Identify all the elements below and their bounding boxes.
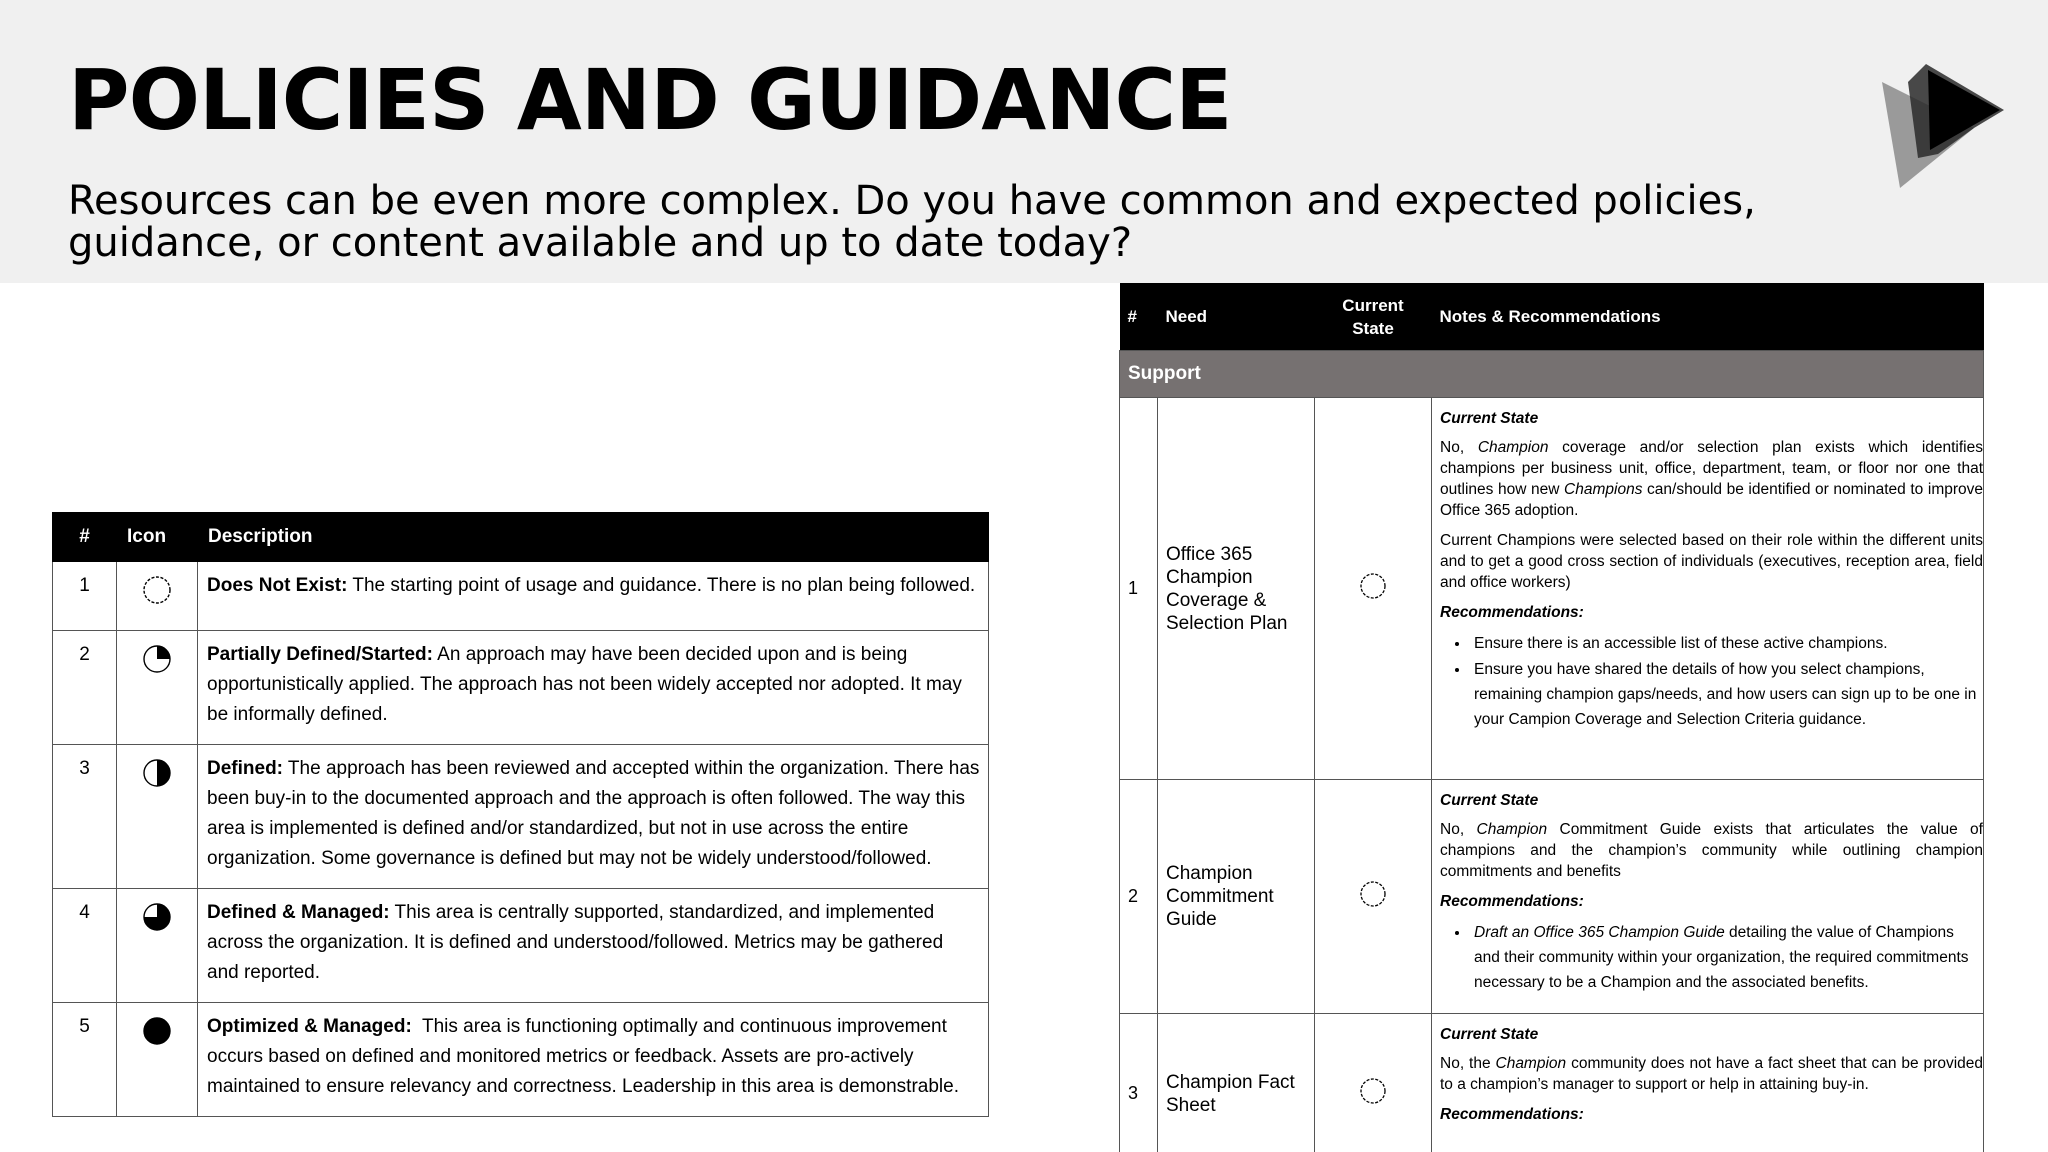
row-notes	[1432, 780, 1984, 1014]
legend-term: Partially Defined/Started:	[207, 644, 433, 665]
half-circle-icon	[141, 757, 173, 789]
empty-circle-icon	[1358, 1076, 1388, 1106]
empty-circle-icon	[1358, 879, 1388, 909]
legend-header-icon: Icon	[117, 513, 198, 562]
recommendations-label: Recommendations:	[1440, 893, 1584, 910]
section-row-support	[1120, 351, 1984, 398]
state-cell	[1315, 1014, 1432, 1152]
state-cell	[1315, 780, 1432, 1014]
legend-header-row	[53, 513, 989, 562]
legend-description	[198, 631, 989, 745]
legend-text: An approach may have been decided upon and is being opportunistically applied. The approach has not been widely accepted nor adopted. It may be informally defined.	[207, 644, 968, 725]
recommendations-list	[1440, 920, 1983, 995]
legend-term: Defined:	[207, 758, 283, 779]
recommendations-label: Recommendations:	[1440, 604, 1584, 621]
table-row	[53, 889, 989, 1003]
legend-text: The starting point of usage and guidance. There is no plan being followed.	[347, 575, 976, 596]
row-notes	[1432, 398, 1984, 780]
legend-icon-cell	[117, 631, 198, 745]
row-num: 2	[1120, 780, 1158, 1014]
assessment-header-row	[1120, 283, 1984, 351]
legend-num: 2	[53, 631, 117, 745]
legend-icon-cell	[117, 562, 198, 631]
current-state-text-2: Current Champions were selected based on their role within the different units and to get a good cross section of individuals (executives, reception area, field and office workers)	[1440, 532, 1983, 591]
table-row	[53, 1003, 989, 1117]
legend-text: This area is centrally supported, standardized, and implemented across the organization. It is defined and understood/followed. Metrics may be gathered and reported.	[207, 902, 949, 983]
legend-text: The approach has been reviewed and accepted within the organization. There has been buy-in to the documented approach and the approach is often followed. The way this area is implemented is defined and/or standardized, but not in use across the entire organization. Some governance is defined but may not be widely understood/followed.	[207, 758, 985, 869]
page-subtitle: Resources can be even more complex. Do you have common and expected policies, guidance, or content available and up to date today?	[68, 178, 1756, 266]
list-item: • Ensure there is an accessible list of these active champions.	[1470, 631, 1983, 656]
assessment-table	[1119, 283, 1984, 1152]
legend-description	[198, 889, 989, 1003]
assessment-header-num: #	[1120, 283, 1158, 351]
assessment-row	[1120, 1014, 1984, 1152]
row-num: 1	[1120, 398, 1158, 780]
list-item: • Draft an Office 365 Champion Guide detailing the value of Champions and their community within your organization, the required commitments necessary to be a Champion and the associated benefits.	[1470, 920, 1983, 995]
assessment-header-notes: Notes & Recommendations	[1432, 283, 1984, 351]
recommendations-list	[1440, 631, 1983, 732]
page-title: POLICIES AND GUIDANCE	[68, 51, 1232, 149]
assessment-header-need: Need	[1158, 283, 1315, 351]
table-row	[53, 562, 989, 631]
legend-term: Defined & Managed:	[207, 902, 390, 923]
row-num: 3	[1120, 1014, 1158, 1152]
maturity-legend-table	[52, 512, 989, 1117]
empty-circle-icon	[141, 574, 173, 606]
legend-header-num: #	[53, 513, 117, 562]
legend-icon-cell	[117, 745, 198, 889]
legend-header-description: Description	[198, 513, 989, 562]
assessment-row	[1120, 398, 1984, 780]
play-arrow-logo-icon	[1878, 62, 2008, 192]
empty-circle-icon	[1358, 571, 1388, 601]
legend-num: 5	[53, 1003, 117, 1117]
row-need: Champion Fact Sheet	[1158, 1014, 1315, 1152]
current-state-label: Current State	[1440, 792, 1539, 809]
full-circle-icon	[141, 1015, 173, 1047]
current-state-label: Current State	[1440, 410, 1539, 427]
current-state-text: No, the Champion community does not have a fact sheet that can be provided to a champion’s manager to support or help in attaining buy-in.	[1440, 1055, 1983, 1093]
state-cell	[1315, 398, 1432, 780]
current-state-text: No, Champion Commitment Guide exists that articulates the value of champions and the champion’s community while outlining champion commitments and benefits	[1440, 821, 1983, 880]
row-need: Champion Commitment Guide	[1158, 780, 1315, 1014]
legend-icon-cell	[117, 1003, 198, 1117]
legend-description	[198, 745, 989, 889]
current-state-label: Current State	[1440, 1026, 1539, 1043]
legend-term: Does Not Exist:	[207, 575, 348, 596]
assessment-header-state: Current State	[1315, 283, 1432, 351]
assessment-row	[1120, 780, 1984, 1014]
table-row	[53, 745, 989, 889]
legend-text: This area is functioning optimally and continuous improvement occurs based on defined and monitored metrics or feedback. Assets are pro-actively maintained to ensure relevancy and correctness. Leadership in this area is demonstrable.	[207, 1016, 959, 1097]
legend-num: 1	[53, 562, 117, 631]
list-item: • Ensure you have shared the details of how you select champions, remaining champion gaps/needs, and how users can sign up to be one in your Campion Coverage and Selection Criteria guidance.	[1470, 657, 1983, 732]
legend-icon-cell	[117, 889, 198, 1003]
legend-num: 3	[53, 745, 117, 889]
three-quarter-circle-icon	[141, 901, 173, 933]
section-label: Support	[1120, 351, 1984, 398]
legend-num: 4	[53, 889, 117, 1003]
quarter-circle-icon	[141, 643, 173, 675]
row-notes	[1432, 1014, 1984, 1152]
table-row	[53, 631, 989, 745]
legend-description	[198, 562, 989, 631]
recommendations-label: Recommendations:	[1440, 1106, 1584, 1123]
legend-description	[198, 1003, 989, 1117]
row-need: Office 365 Champion Coverage & Selection Plan	[1158, 398, 1315, 780]
current-state-text: No, Champion coverage and/or selection plan exists which identifies champions per business unit, office, department, team, or floor nor one that outlines how new Champions can/should be identified or nominated to improve Office 365 adoption.	[1440, 439, 1984, 519]
legend-term: Optimized & Managed:	[207, 1016, 412, 1037]
